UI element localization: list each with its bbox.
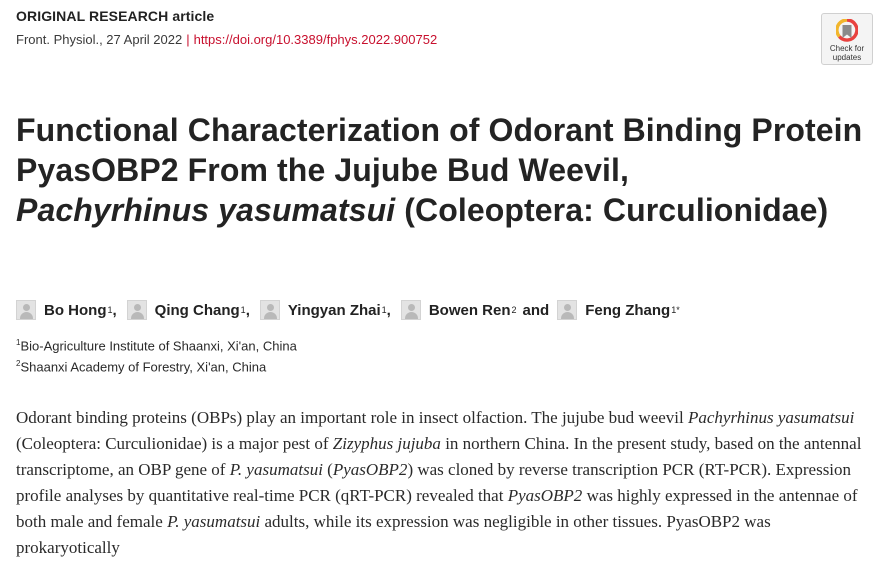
citation-separator: | [186, 32, 190, 47]
author-separator: , [245, 301, 250, 319]
affiliation-number: 1 [16, 338, 21, 347]
author-link[interactable] [401, 300, 517, 320]
avatar [557, 300, 577, 320]
abstract-species: P. yasumatsui [229, 460, 323, 479]
abstract-segment: in northern China. In the present study, based on the antennal transcriptome, an OBP gene of [16, 434, 862, 479]
article-title [16, 110, 876, 230]
author-affiliation-sup: 1 [240, 305, 246, 315]
authors-conjunction: and [522, 301, 550, 319]
author-name: Yingyan Zhai [287, 301, 381, 319]
avatar [260, 300, 280, 320]
author-name: Bo Hong [44, 301, 107, 319]
author-affiliation-sup: 1* [671, 305, 680, 315]
check-for-updates-text [822, 45, 872, 62]
citation-line [16, 32, 437, 47]
title-part-3: (Coleoptera: Curculionidae) [404, 192, 829, 228]
abstract-segment: adults, while its expression was negligible in other tissues. PyasOBP2 was prokaryotically [16, 512, 771, 557]
title-species: Pachyrhinus yasumatsui [16, 192, 396, 228]
author-link[interactable] [16, 300, 113, 320]
author-affiliation-sup: 1 [107, 305, 113, 315]
author-separator: , [386, 301, 391, 319]
author-link[interactable] [260, 300, 387, 320]
check-for-updates-icon [836, 19, 858, 43]
author-affiliation-sup: 1 [381, 305, 387, 315]
abstract-gene: PyasOBP2 [332, 460, 408, 479]
abstract-species: P. yasumatsui [167, 512, 261, 531]
author-name: Bowen Ren [428, 301, 511, 319]
article-type-label: ORIGINAL RESEARCH article [16, 8, 215, 24]
abstract-segment: ( [322, 460, 333, 479]
author-affiliation-sup: 2 [511, 305, 517, 315]
author-link[interactable] [127, 300, 246, 320]
author-separator: , [112, 301, 117, 319]
abstract-segment: Odorant binding proteins (OBPs) play an important role in insect olfaction. The jujube bud weevil [16, 408, 688, 427]
author-name: Qing Chang [154, 301, 240, 319]
affiliation-number: 2 [16, 359, 21, 368]
abstract-gene: PyasOBP2 [507, 486, 583, 505]
abstract-species: Zizyphus jujuba [332, 434, 441, 453]
badge-line-1: Check for [829, 44, 865, 53]
affiliation-item [16, 359, 266, 374]
abstract-text [16, 405, 878, 561]
avatar [16, 300, 36, 320]
avatar [127, 300, 147, 320]
abstract-segment: (Coleoptera: Curculionidae) is a major pest of [16, 434, 333, 453]
title-part-1: Functional Characterization of Odorant Binding Protein PyasOBP2 From the Jujube Bud Weevil, [16, 112, 863, 188]
abstract-segment: was highly expressed in the antennae of both male and female [16, 486, 858, 531]
abstract-species: Pachyrhinus yasumatsui [688, 408, 855, 427]
doi-link[interactable]: https://doi.org/10.3389/fphys.2022.900752 [193, 32, 438, 47]
journal-date: Front. Physiol., 27 April 2022 [16, 32, 183, 47]
affiliation-text: Shaanxi Academy of Forestry, Xi'an, China [20, 359, 267, 375]
affiliation-item [16, 338, 297, 353]
author-name: Feng Zhang [585, 301, 671, 319]
avatar [401, 300, 421, 320]
badge-line-2: updates [832, 52, 862, 62]
abstract-segment: ) was cloned by reverse transcription PCR (RT-PCR). Expression profile analyses by quantitative real-time PCR (qRT-PCR) revealed that [16, 460, 852, 505]
affiliation-text: Bio-Agriculture Institute of Shaanxi, Xi'an, China [20, 338, 297, 354]
check-for-updates-badge[interactable] [821, 13, 873, 65]
author-list [16, 300, 680, 320]
author-link[interactable] [557, 300, 680, 320]
